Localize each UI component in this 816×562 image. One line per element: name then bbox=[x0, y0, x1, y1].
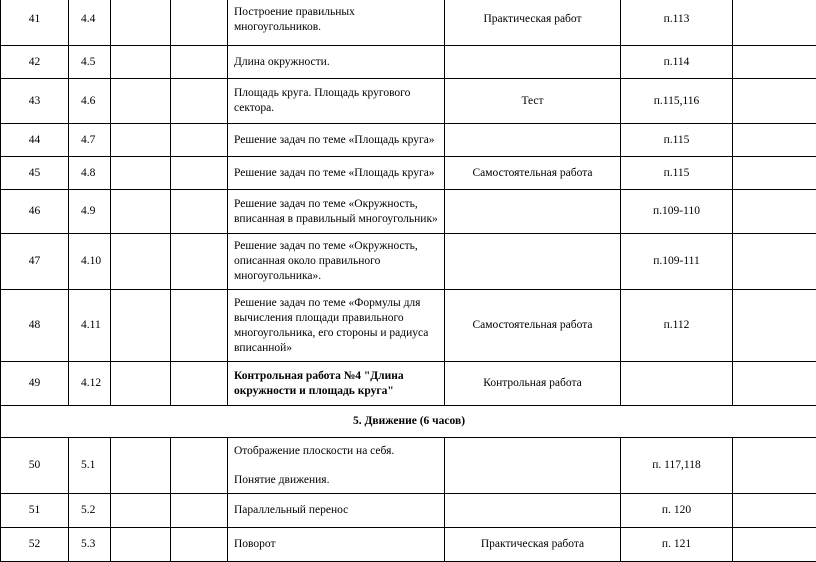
textbook-paragraph: п.109-111 bbox=[621, 234, 733, 290]
table-row bbox=[1, 157, 816, 190]
notes-cell bbox=[733, 0, 816, 46]
lesson-code: 4.12 bbox=[69, 362, 111, 406]
date-fact-cell bbox=[171, 124, 228, 157]
lesson-code: 4.9 bbox=[69, 190, 111, 234]
table-row bbox=[1, 290, 816, 362]
textbook-paragraph: п. 120 bbox=[621, 494, 733, 528]
lesson-number: 51 bbox=[1, 494, 69, 528]
control-type bbox=[445, 124, 621, 157]
date-plan-cell bbox=[111, 0, 171, 46]
date-fact-cell bbox=[171, 528, 228, 562]
lesson-code: 4.6 bbox=[69, 79, 111, 124]
control-type: Самостоятельная работа bbox=[445, 157, 621, 190]
textbook-paragraph: п. 121 bbox=[621, 528, 733, 562]
lesson-number: 41 bbox=[1, 0, 69, 46]
table-row bbox=[1, 190, 816, 234]
lesson-topic: Решение задач по теме «Формулы для вычисления площади правильного многоугольника, его стороны и радиуса вписанной» bbox=[228, 290, 445, 362]
control-type: Тест bbox=[445, 79, 621, 124]
lesson-number: 44 bbox=[1, 124, 69, 157]
control-type bbox=[445, 494, 621, 528]
lesson-code: 4.7 bbox=[69, 124, 111, 157]
lesson-code: 4.11 bbox=[69, 290, 111, 362]
lesson-number: 43 bbox=[1, 79, 69, 124]
textbook-paragraph: п.114 bbox=[621, 46, 733, 79]
date-plan-cell bbox=[111, 190, 171, 234]
section-header-row bbox=[1, 406, 816, 438]
lesson-topic bbox=[228, 438, 445, 494]
lesson-topic-line: Отображение плоскости на себя. bbox=[234, 445, 394, 457]
control-type: Практическая работа bbox=[445, 528, 621, 562]
lesson-code: 4.10 bbox=[69, 234, 111, 290]
lesson-number: 46 bbox=[1, 190, 69, 234]
lesson-number: 49 bbox=[1, 362, 69, 406]
notes-cell bbox=[733, 494, 816, 528]
control-type bbox=[445, 46, 621, 79]
date-plan-cell bbox=[111, 234, 171, 290]
notes-cell bbox=[733, 528, 816, 562]
lesson-topic: Решение задач по теме «Окружность, вписанная в правильный многоугольник» bbox=[228, 190, 445, 234]
lesson-topic: Параллельный перенос bbox=[228, 494, 445, 528]
notes-cell bbox=[733, 124, 816, 157]
date-fact-cell bbox=[171, 190, 228, 234]
table-row bbox=[1, 362, 816, 406]
control-type: Самостоятельная работа bbox=[445, 290, 621, 362]
lesson-number: 50 bbox=[1, 438, 69, 494]
control-type: Практическая работ bbox=[445, 0, 621, 46]
lesson-code: 5.3 bbox=[69, 528, 111, 562]
date-plan-cell bbox=[111, 290, 171, 362]
date-fact-cell bbox=[171, 362, 228, 406]
date-fact-cell bbox=[171, 494, 228, 528]
date-plan-cell bbox=[111, 438, 171, 494]
table-row bbox=[1, 46, 816, 79]
textbook-paragraph: п.115 bbox=[621, 157, 733, 190]
lesson-code: 4.4 bbox=[69, 0, 111, 46]
notes-cell bbox=[733, 234, 816, 290]
lesson-code: 5.1 bbox=[69, 438, 111, 494]
lesson-number: 45 bbox=[1, 157, 69, 190]
notes-cell bbox=[733, 157, 816, 190]
date-fact-cell bbox=[171, 0, 228, 46]
lesson-topic-line: Понятие движения. bbox=[234, 473, 440, 488]
date-plan-cell bbox=[111, 46, 171, 79]
textbook-paragraph: п.113 bbox=[621, 0, 733, 46]
textbook-paragraph: п.112 bbox=[621, 290, 733, 362]
control-type: Контрольная работа bbox=[445, 362, 621, 406]
date-plan-cell bbox=[111, 124, 171, 157]
date-fact-cell bbox=[171, 290, 228, 362]
lesson-number: 52 bbox=[1, 528, 69, 562]
lesson-topic: Контрольная работа №4 "Длина окружности и площадь круга" bbox=[228, 362, 445, 406]
lesson-topic: Площадь круга. Площадь кругового сектора. bbox=[228, 79, 445, 124]
textbook-paragraph: п.109-110 bbox=[621, 190, 733, 234]
notes-cell bbox=[733, 190, 816, 234]
lesson-code: 5.2 bbox=[69, 494, 111, 528]
lesson-number: 47 bbox=[1, 234, 69, 290]
table-row bbox=[1, 234, 816, 290]
notes-cell bbox=[733, 362, 816, 406]
lesson-topic: Решение задач по теме «Окружность, описанная около правильного многоугольника». bbox=[228, 234, 445, 290]
lesson-topic: Длина окружности. bbox=[228, 46, 445, 79]
control-type bbox=[445, 234, 621, 290]
table-row bbox=[1, 79, 816, 124]
textbook-paragraph: п.115 bbox=[621, 124, 733, 157]
date-fact-cell bbox=[171, 438, 228, 494]
notes-cell bbox=[733, 438, 816, 494]
table-row bbox=[1, 0, 816, 46]
lesson-topic: Решение задач по теме «Площадь круга» bbox=[228, 157, 445, 190]
lesson-code: 4.5 bbox=[69, 46, 111, 79]
notes-cell bbox=[733, 290, 816, 362]
date-plan-cell bbox=[111, 528, 171, 562]
lesson-topic: Решение задач по теме «Площадь круга» bbox=[228, 124, 445, 157]
table-row bbox=[1, 528, 816, 562]
date-plan-cell bbox=[111, 362, 171, 406]
date-fact-cell bbox=[171, 46, 228, 79]
textbook-paragraph bbox=[621, 362, 733, 406]
section-title: 5. Движение (6 часов) bbox=[1, 406, 816, 438]
control-type bbox=[445, 438, 621, 494]
date-fact-cell bbox=[171, 157, 228, 190]
notes-cell bbox=[733, 79, 816, 124]
lesson-topic: Поворот bbox=[228, 528, 445, 562]
control-type bbox=[445, 190, 621, 234]
notes-cell bbox=[733, 46, 816, 79]
lesson-code: 4.8 bbox=[69, 157, 111, 190]
lesson-topic: Построение правильных многоугольников. bbox=[228, 0, 445, 46]
table-row bbox=[1, 124, 816, 157]
date-fact-cell bbox=[171, 79, 228, 124]
textbook-paragraph: п. 117,118 bbox=[621, 438, 733, 494]
date-fact-cell bbox=[171, 234, 228, 290]
lesson-number: 42 bbox=[1, 46, 69, 79]
date-plan-cell bbox=[111, 157, 171, 190]
lesson-number: 48 bbox=[1, 290, 69, 362]
table-row bbox=[1, 438, 816, 494]
table-row bbox=[1, 494, 816, 528]
textbook-paragraph: п.115,116 bbox=[621, 79, 733, 124]
date-plan-cell bbox=[111, 494, 171, 528]
date-plan-cell bbox=[111, 79, 171, 124]
